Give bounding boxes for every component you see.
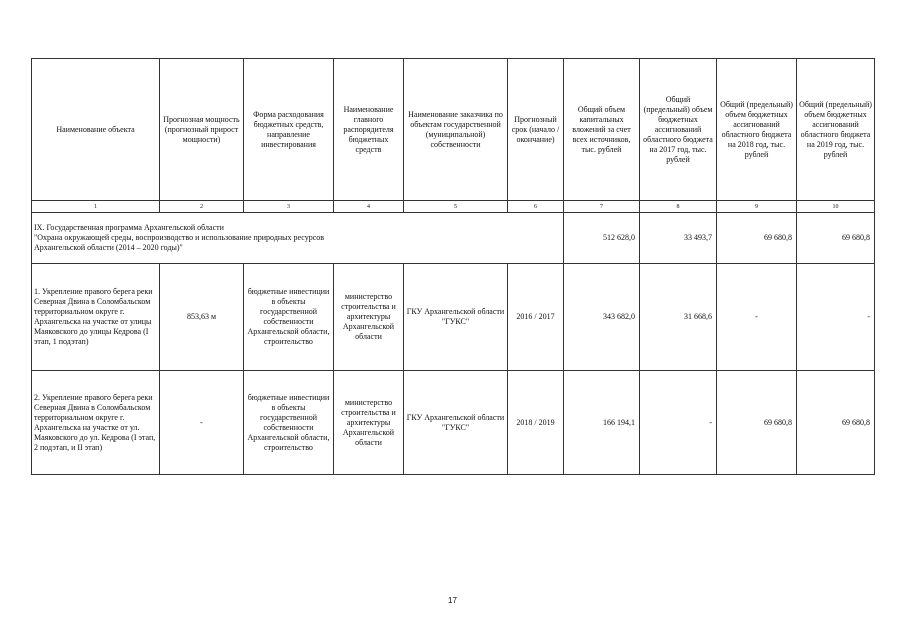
column-number: 6 bbox=[508, 201, 564, 213]
section-title-line: Архангельской области (2014 – 2020 годы)" bbox=[34, 243, 183, 252]
column-number: 9 bbox=[717, 201, 797, 213]
section-total: 512 628,0 bbox=[564, 213, 640, 264]
investment-table bbox=[31, 58, 875, 475]
header-object-name: Наименование объекта bbox=[32, 59, 160, 201]
column-number: 8 bbox=[640, 201, 717, 213]
budget-2018: 69 680,8 bbox=[717, 371, 797, 475]
budget-2019: - bbox=[797, 264, 875, 371]
term: 2016 / 2017 bbox=[508, 264, 564, 371]
header-spending-form: Форма расходования бюджетных средств, направление инвестирования bbox=[244, 59, 334, 201]
budget-manager: министерство строительства и архитектуры Архангельской области bbox=[334, 264, 404, 371]
object-name: 1. Укрепление правого берега реки Северная Двина в Соломбальском территориальном округе г. Архангельска на участке от улицы Маяковского до улицы Кедрова (I этап, 1 подэтап) bbox=[32, 264, 160, 371]
column-number: 10 bbox=[797, 201, 875, 213]
header-capacity: Прогнозная мощность (прогнозный прирост мощности) bbox=[160, 59, 244, 201]
section-row bbox=[32, 213, 875, 264]
total-investment: 166 194,1 bbox=[564, 371, 640, 475]
budget-2019: 69 680,8 bbox=[797, 371, 875, 475]
header-term: Прогнозный срок (начало / окончание) bbox=[508, 59, 564, 201]
spending-form: бюджетные инвестиции в объекты государственной собственности Архангельской области, строительство bbox=[244, 264, 334, 371]
customer: ГКУ Архангельской области "ГУКС" bbox=[404, 371, 508, 475]
column-number: 1 bbox=[32, 201, 160, 213]
budget-2017: 31 668,6 bbox=[640, 264, 717, 371]
budget-2018: - bbox=[717, 264, 797, 371]
column-number: 7 bbox=[564, 201, 640, 213]
section-budget-2017: 33 493,7 bbox=[640, 213, 717, 264]
section-budget-2018: 69 680,8 bbox=[717, 213, 797, 264]
capacity: 853,63 м bbox=[160, 264, 244, 371]
table-row bbox=[32, 371, 875, 475]
column-number: 2 bbox=[160, 201, 244, 213]
section-title-line: "Охрана окружающей среды, воспроизводство и использование природных ресурсов bbox=[34, 233, 325, 242]
section-title bbox=[32, 213, 564, 264]
section-title-line: IX. Государственная программа Архангельской области bbox=[34, 223, 224, 232]
header-budget-2017: Общий (предельный) объем бюджетных ассигнований областного бюджета на 2017 год, тыс. рублей bbox=[640, 59, 717, 201]
column-number: 5 bbox=[404, 201, 508, 213]
total-investment: 343 682,0 bbox=[564, 264, 640, 371]
object-name: 2. Укрепление правого берега реки Северная Двина в Соломбальском территориальном округе г. Архангельска на участке от ул. Маяковского до ул. Кедрова (I этап, 2 подэтап, и II этап) bbox=[32, 371, 160, 475]
section-budget-2019: 69 680,8 bbox=[797, 213, 875, 264]
budget-2017: - bbox=[640, 371, 717, 475]
term: 2018 / 2019 bbox=[508, 371, 564, 475]
header-budget-2018: Общий (предельный) объем бюджетных ассигнований областного бюджета на 2018 год, тыс. рублей bbox=[717, 59, 797, 201]
header-budget-2019: Общий (предельный) объем бюджетных ассигнований областного бюджета на 2019 год, тыс. рублей bbox=[797, 59, 875, 201]
header-total-investment: Общий объем капитальных вложений за счет всех источников, тыс. рублей bbox=[564, 59, 640, 201]
customer: ГКУ Архангельской области "ГУКС" bbox=[404, 264, 508, 371]
capacity: - bbox=[160, 371, 244, 475]
header-customer: Наименование заказчика по объектам государственной (муниципальной) собственности bbox=[404, 59, 508, 201]
page-number: 17 bbox=[448, 596, 457, 605]
spending-form: бюджетные инвестиции в объекты государственной собственности Архангельской области, строительство bbox=[244, 371, 334, 475]
budget-manager: министерство строительства и архитектуры Архангельской области bbox=[334, 371, 404, 475]
header-row bbox=[32, 59, 875, 201]
column-number: 4 bbox=[334, 201, 404, 213]
table-row bbox=[32, 264, 875, 371]
header-budget-manager: Наименование главного распорядителя бюджетных средств bbox=[334, 59, 404, 201]
column-number-row bbox=[32, 201, 875, 213]
column-number: 3 bbox=[244, 201, 334, 213]
